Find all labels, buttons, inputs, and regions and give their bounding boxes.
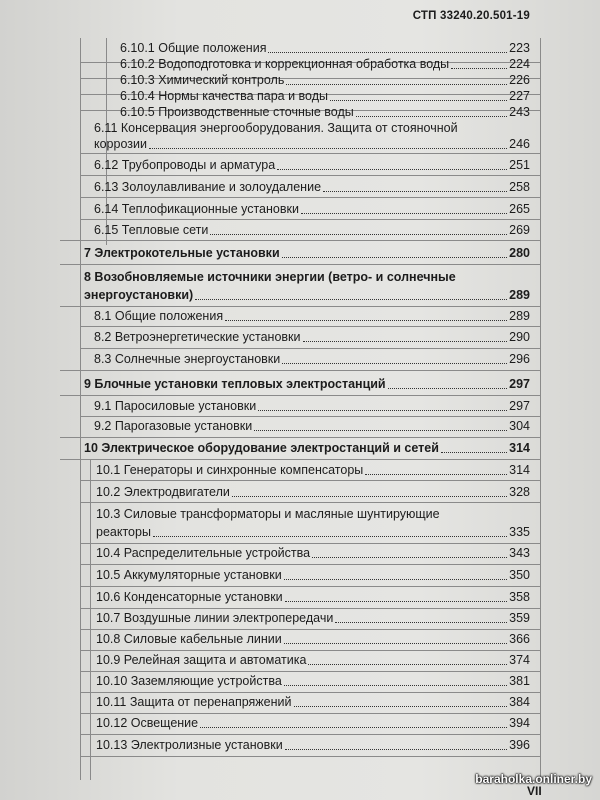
toc-entry-page: 223	[509, 41, 530, 55]
dot-leader	[323, 191, 507, 192]
dot-leader	[277, 169, 507, 170]
dot-leader	[254, 430, 507, 431]
document-code: СТП 33240.20.501-19	[412, 10, 530, 22]
dot-leader	[200, 727, 507, 728]
dot-leader	[153, 536, 507, 537]
toc-entry[interactable]	[94, 223, 530, 238]
row-divider	[80, 197, 540, 198]
toc-entry[interactable]	[96, 463, 530, 478]
toc-entry[interactable]	[94, 158, 530, 173]
toc-entry-title: 6.10.5 Производственные сточные воды	[120, 105, 354, 119]
toc-section[interactable]	[84, 246, 530, 261]
toc-entry-title: 10.5 Аккумуляторные установки	[96, 568, 282, 582]
toc-section-title: 10 Электрическое оборудование электростанций и сетей	[84, 441, 439, 455]
toc-entry[interactable]	[96, 611, 530, 626]
toc-entry-title-continued: реакторы	[96, 525, 151, 539]
toc-entry-page: 226	[509, 73, 530, 87]
toc-entry-page: 246	[509, 137, 530, 151]
toc-entry[interactable]	[94, 137, 530, 152]
toc-entry-page: 251	[509, 158, 530, 172]
dot-leader	[284, 643, 507, 644]
dot-leader	[149, 148, 507, 149]
row-divider	[60, 370, 540, 371]
toc-entry[interactable]	[96, 738, 530, 753]
toc-entry-page: 384	[509, 695, 530, 709]
dot-leader	[330, 100, 507, 101]
toc-entry-page: 269	[509, 223, 530, 237]
toc-entry-title: 6.13 Золоулавливание и золоудаление	[94, 180, 322, 194]
toc-entry-page: 366	[509, 632, 530, 646]
toc-entry[interactable]	[96, 716, 530, 731]
dot-leader	[303, 341, 508, 342]
toc-entry-title: 6.10.1 Общие положения	[120, 41, 267, 55]
dot-leader	[301, 213, 507, 214]
dot-leader	[284, 685, 507, 686]
toc-entry-title: 10.2 Электродвигатели	[96, 485, 230, 499]
toc-entry-title: 9.1 Паросиловые установки	[94, 399, 257, 413]
row-divider	[80, 756, 540, 757]
row-divider	[80, 175, 540, 176]
row-divider	[80, 650, 540, 651]
row-divider	[80, 348, 540, 349]
toc-section-title-continued: энергоустановки)	[84, 288, 194, 302]
toc-entry-title: 6.11 Консервация энергооборудования. Защита от стояночной	[94, 121, 458, 135]
toc-section[interactable]	[84, 441, 530, 456]
dot-leader	[282, 257, 508, 258]
row-divider	[60, 459, 540, 460]
dot-leader	[258, 410, 507, 411]
toc-entry[interactable]	[96, 632, 530, 647]
toc-entry-page: 314	[509, 463, 530, 477]
toc-entry[interactable]	[96, 590, 530, 605]
row-divider	[80, 713, 540, 714]
toc-entry-title: 10.12 Освещение	[96, 716, 199, 730]
dot-leader	[312, 557, 507, 558]
row-divider	[80, 692, 540, 693]
toc-entry-page: 258	[509, 180, 530, 194]
dot-leader	[441, 452, 507, 453]
row-divider	[80, 671, 540, 672]
row-divider	[80, 153, 540, 154]
row-divider	[80, 543, 540, 544]
toc-entry[interactable]	[96, 525, 530, 540]
toc-entry-page: 227	[509, 89, 530, 103]
toc-section-page: 280	[509, 246, 530, 260]
toc-entry-title: 6.10.4 Нормы качества пара и воды	[120, 89, 329, 103]
toc-entry[interactable]	[94, 202, 530, 217]
dot-leader	[285, 601, 507, 602]
toc-entry-title: 10.8 Силовые кабельные линии	[96, 632, 282, 646]
toc-entry[interactable]	[120, 57, 530, 72]
toc-entry-page: 290	[509, 330, 530, 344]
dot-leader	[286, 84, 507, 85]
toc-section-title: 8 Возобновляемые источники энергии (ветро- и солнечные	[84, 270, 456, 284]
toc-entry-page: 296	[509, 352, 530, 366]
dot-leader	[285, 749, 507, 750]
toc-entry-page: 243	[509, 105, 530, 119]
toc-entry[interactable]	[94, 330, 530, 345]
dot-leader	[356, 116, 507, 117]
toc-entry-title: 10.10 Заземляющие устройства	[96, 674, 282, 688]
toc-section-page: 297	[509, 377, 530, 391]
dot-leader	[335, 622, 507, 623]
toc-section[interactable]	[84, 288, 530, 303]
row-divider	[80, 586, 540, 587]
toc-entry[interactable]	[120, 105, 530, 120]
dot-leader	[284, 579, 507, 580]
row-divider	[80, 608, 540, 609]
toc-entry[interactable]	[96, 568, 530, 583]
toc-entry-page: 374	[509, 653, 530, 667]
toc-entry-title: 10.1 Генераторы и синхронные компенсаторы	[96, 463, 364, 477]
watermark: baraholka.onliner.by	[475, 772, 592, 786]
toc-entry-title: 6.10.2 Водоподготовка и коррекционная обработка воды	[120, 57, 450, 71]
toc-entry-title: 6.12 Трубопроводы и арматура	[94, 158, 276, 172]
dot-leader	[388, 388, 508, 389]
toc-entry-page: 358	[509, 590, 530, 604]
toc-section[interactable]	[84, 377, 530, 392]
dot-leader	[195, 299, 507, 300]
toc-entry[interactable]	[96, 695, 530, 710]
row-divider	[80, 480, 540, 481]
row-divider	[80, 416, 540, 417]
toc-entry-line1[interactable]	[94, 121, 530, 136]
row-divider	[60, 240, 540, 241]
toc-entry-page: 224	[509, 57, 530, 71]
toc-entry-page: 396	[509, 738, 530, 752]
toc-entry-title: 10.13 Электролизные установки	[96, 738, 283, 752]
toc-entry[interactable]	[120, 89, 530, 104]
toc-entry-line1[interactable]	[96, 507, 530, 522]
toc-entry-title: 10.4 Распределительные устройства	[96, 546, 311, 560]
toc-entry-title: 6.15 Тепловые сети	[94, 223, 209, 237]
toc-entry-title: 10.3 Силовые трансформаторы и масляные шунтирующие	[96, 507, 440, 521]
toc-entry-title: 10.11 Защита от перенапряжений	[96, 695, 292, 709]
dot-leader	[308, 664, 507, 665]
row-divider	[80, 734, 540, 735]
toc-entry-title: 9.2 Парогазовые установки	[94, 419, 253, 433]
toc-entry-page: 350	[509, 568, 530, 582]
row-divider	[80, 629, 540, 630]
toc-entry-title: 8.2 Ветроэнергетические установки	[94, 330, 301, 344]
toc-entry-title-continued: коррозии	[94, 137, 147, 151]
toc-section-page: 289	[509, 288, 530, 302]
page-number: VII	[527, 784, 542, 798]
dot-leader	[268, 52, 507, 53]
grid-line-10-sub	[90, 460, 91, 780]
toc-entry[interactable]	[94, 309, 530, 324]
dot-leader	[294, 706, 508, 707]
toc-entry[interactable]	[96, 674, 530, 689]
grid-line-9	[80, 397, 81, 437]
toc-entry[interactable]	[94, 419, 530, 434]
toc-entry[interactable]	[94, 180, 530, 195]
toc-entry-page: 394	[509, 716, 530, 730]
dot-leader	[451, 68, 507, 69]
dot-leader	[282, 363, 507, 364]
toc-entry[interactable]	[120, 41, 530, 56]
toc-entry-page: 265	[509, 202, 530, 216]
dot-leader	[210, 234, 507, 235]
toc-entry-page: 359	[509, 611, 530, 625]
toc-entry-title: 8.1 Общие положения	[94, 309, 224, 323]
toc-entry-title: 6.14 Теплофикационные установки	[94, 202, 299, 216]
row-divider	[60, 437, 540, 438]
grid-line-8	[80, 307, 81, 370]
row-divider	[80, 564, 540, 565]
toc-section-page: 314	[509, 441, 530, 455]
toc-entry-page: 381	[509, 674, 530, 688]
toc-entry-page: 289	[509, 309, 530, 323]
toc-entry-page: 335	[509, 525, 530, 539]
toc-entry[interactable]	[94, 399, 530, 414]
toc-entry[interactable]	[96, 653, 530, 668]
dot-leader	[365, 474, 507, 475]
toc-section-title: 7 Электрокотельные установки	[84, 246, 280, 260]
toc-entry-title: 10.9 Релейная защита и автоматика	[96, 653, 307, 667]
dot-leader	[225, 320, 507, 321]
row-divider	[60, 395, 540, 396]
dot-leader	[232, 496, 507, 497]
toc-section-line1[interactable]	[84, 270, 530, 285]
toc-entry[interactable]	[96, 546, 530, 561]
toc-entry[interactable]	[120, 73, 530, 88]
row-divider	[80, 502, 540, 503]
toc-entry-title: 8.3 Солнечные энергоустановки	[94, 352, 281, 366]
toc-entry-page: 304	[509, 419, 530, 433]
grid-line-right	[540, 38, 541, 780]
row-divider	[80, 326, 540, 327]
toc-entry-page: 328	[509, 485, 530, 499]
toc-section-title: 9 Блочные установки тепловых электростанций	[84, 377, 386, 391]
toc-entry-title: 10.6 Конденсаторные установки	[96, 590, 283, 604]
row-divider	[60, 264, 540, 265]
grid-line-10	[80, 460, 81, 780]
toc-entry[interactable]	[96, 485, 530, 500]
row-divider	[60, 306, 540, 307]
toc-entry[interactable]	[94, 352, 530, 367]
toc-entry-page: 297	[509, 399, 530, 413]
toc-entry-title: 6.10.3 Химический контроль	[120, 73, 285, 87]
row-divider	[80, 219, 540, 220]
toc-entry-page: 343	[509, 546, 530, 560]
toc-entry-title: 10.7 Воздушные линии электропередачи	[96, 611, 334, 625]
